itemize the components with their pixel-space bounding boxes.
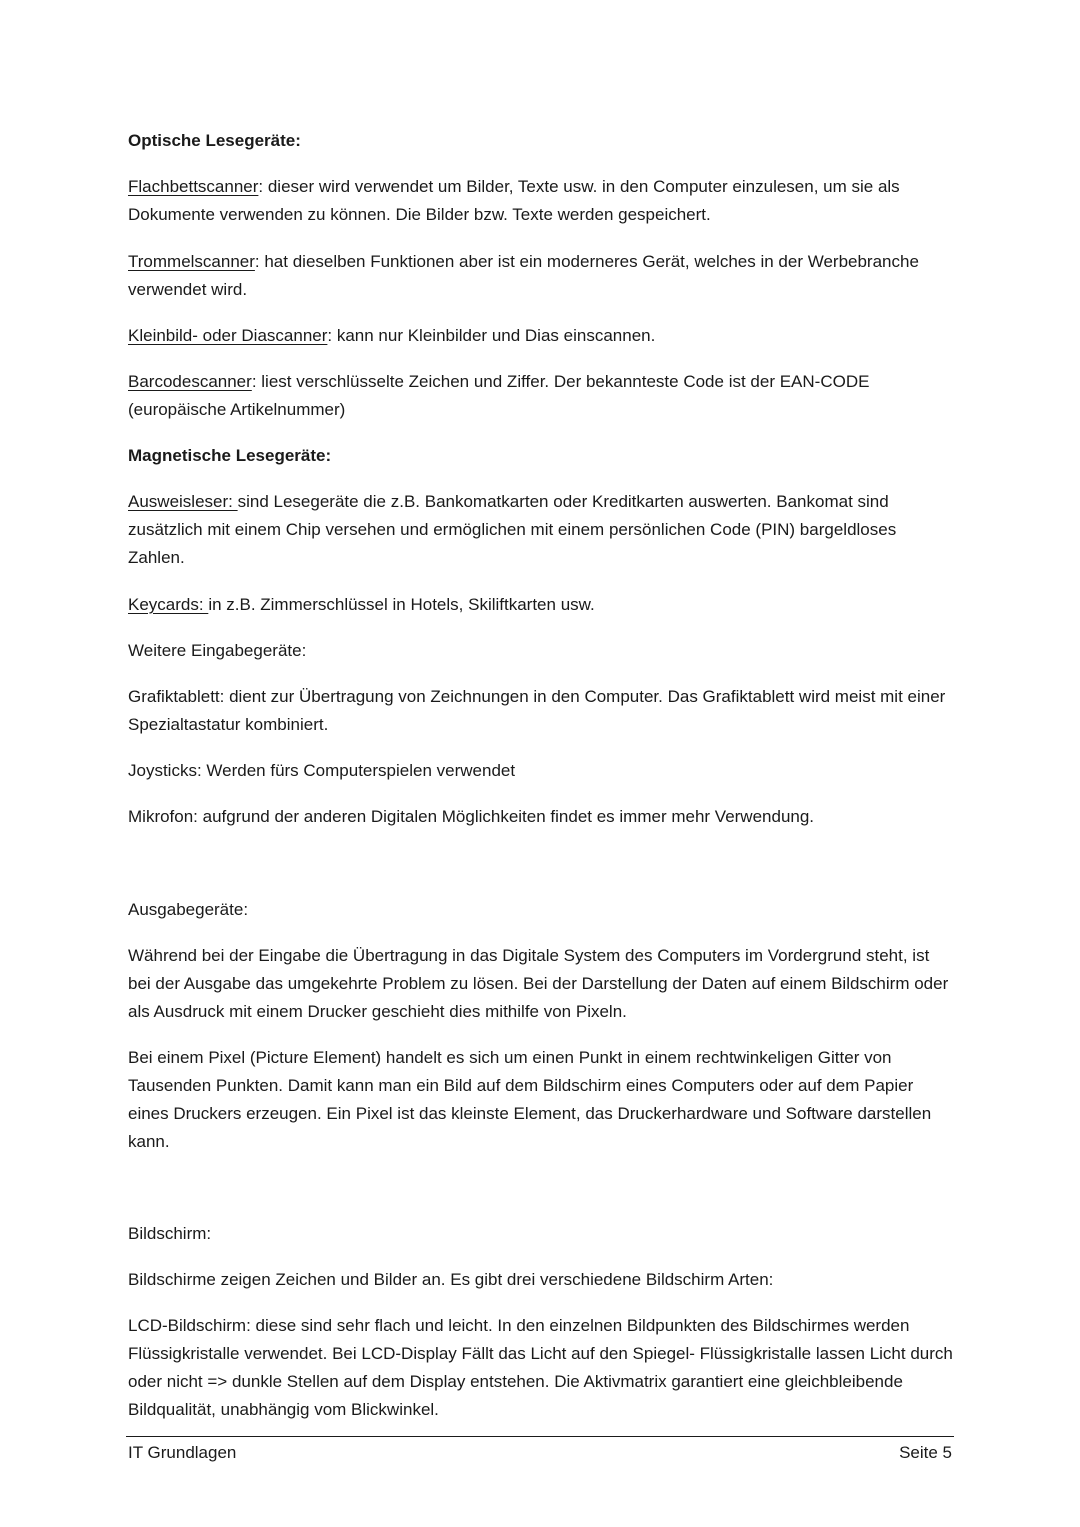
heading-other-input-devices: Weitere Eingabegeräte: [128, 641, 307, 660]
text-flatbed-scanner: : dieser wird verwendet um Bilder, Texte usw. in den Computer einzulesen, um sie als Dokumente verwenden zu können. Die Bilder bzw. Texte werden gespeichert. [128, 177, 900, 224]
paragraph-joysticks: Joysticks: Werden fürs Computerspielen verwendet [128, 761, 516, 780]
paragraph-microphone: Mikrofon: aufgrund der anderen Digitalen Möglichkeiten findet es immer mehr Verwendung. [128, 807, 815, 826]
heading-optical-readers: Optische Lesegeräte: [128, 131, 301, 150]
paragraph-graphics-tablet: Grafiktablett: dient zur Übertragung von Zeichnungen in den Computer. Das Grafiktablett wird meist mit einer Spezialtastatur kombiniert. [128, 687, 946, 734]
paragraph-lcd-screen: LCD-Bildschirm: diese sind sehr flach und leicht. In den einzelnen Bildpunkten des Bildschirmes werden Flüssigkristalle verwendet. Bei LCD-Display Fällt das Licht auf den Spiegel- Flüssigkristalle lassen Licht durch oder nicht => dunkle Stellen auf dem Display entstehen. Die Aktivmatrix garantiert eine gleichbleibende Bildqualität, unabhängig vom Blickwinkel. [128, 1316, 953, 1419]
document-page [128, 0, 954, 1527]
paragraph-slide-scanner [128, 322, 954, 350]
heading-screen: Bildschirm: [128, 1224, 212, 1243]
text-slide-scanner: : kann nur Kleinbilder und Dias einscannen. [327, 326, 656, 345]
heading-magnetic-readers: Magnetische Lesegeräte: [128, 446, 332, 465]
page-number: Seite 5 [899, 1443, 952, 1462]
paragraph-pixel: Bei einem Pixel (Picture Element) handelt es sich um einen Punkt in einem rechtwinkeligen Gitter von Tausenden Punkten. Damit kann man ein Bild auf dem Bildschirm eines Computers oder auf dem Papier eines Druckers erzeugen. Ein Pixel ist das kleinste Element, das Druckerhardware und Software darstellen kann. [128, 1048, 932, 1151]
term-flatbed-scanner: Flachbettscanner [128, 177, 259, 196]
paragraph-screen-types: Bildschirme zeigen Zeichen und Bilder an. Es gibt drei verschiedene Bildschirm Arten: [128, 1270, 774, 1289]
footer-title: IT Grundlagen [128, 1443, 237, 1462]
text-barcode-scanner: : liest verschlüsselte Zeichen und Ziffer. Der bekannteste Code ist der EAN-CODE (europäische Artikelnummer) [128, 372, 870, 419]
term-barcode-scanner: Barcodescanner [128, 372, 252, 391]
paragraph-drum-scanner [128, 248, 954, 304]
heading-output-devices: Ausgabegeräte: [128, 900, 249, 919]
term-keycards: Keycards: [128, 595, 209, 614]
paragraph-id-reader [128, 488, 954, 572]
paragraph-barcode-scanner [128, 368, 954, 424]
term-slide-scanner: Kleinbild- oder Diascanner [128, 326, 328, 345]
paragraph-output-intro: Während bei der Eingabe die Übertragung in das Digitale System des Computers im Vordergrund steht, ist bei der Ausgabe das umgekehrte Problem zu lösen. Bei der Darstellung der Daten auf einem Bildschirm oder als Ausdruck mit einem Drucker geschieht dies mithilfe von Pixeln. [128, 946, 949, 1021]
text-id-reader: sind Lesegeräte die z.B. Bankomatkarten oder Kreditkarten auswerten. Bankomat sind zusätzlich mit einem Chip versehen und ermöglichen mit einem persönlichen Code (PIN) bargeldloses Zahlen. [128, 492, 897, 567]
term-id-reader: Ausweisleser: [128, 492, 238, 511]
footer-divider [126, 1436, 954, 1437]
term-drum-scanner: Trommelscanner [128, 252, 255, 271]
text-drum-scanner: : hat dieselben Funktionen aber ist ein moderneres Gerät, welches in der Werbebranche verwendet wird. [128, 252, 919, 299]
paragraph-keycards [128, 591, 954, 619]
text-keycards: in z.B. Zimmerschlüssel in Hotels, Skiliftkarten usw. [208, 595, 595, 614]
paragraph-flatbed-scanner [128, 173, 954, 229]
